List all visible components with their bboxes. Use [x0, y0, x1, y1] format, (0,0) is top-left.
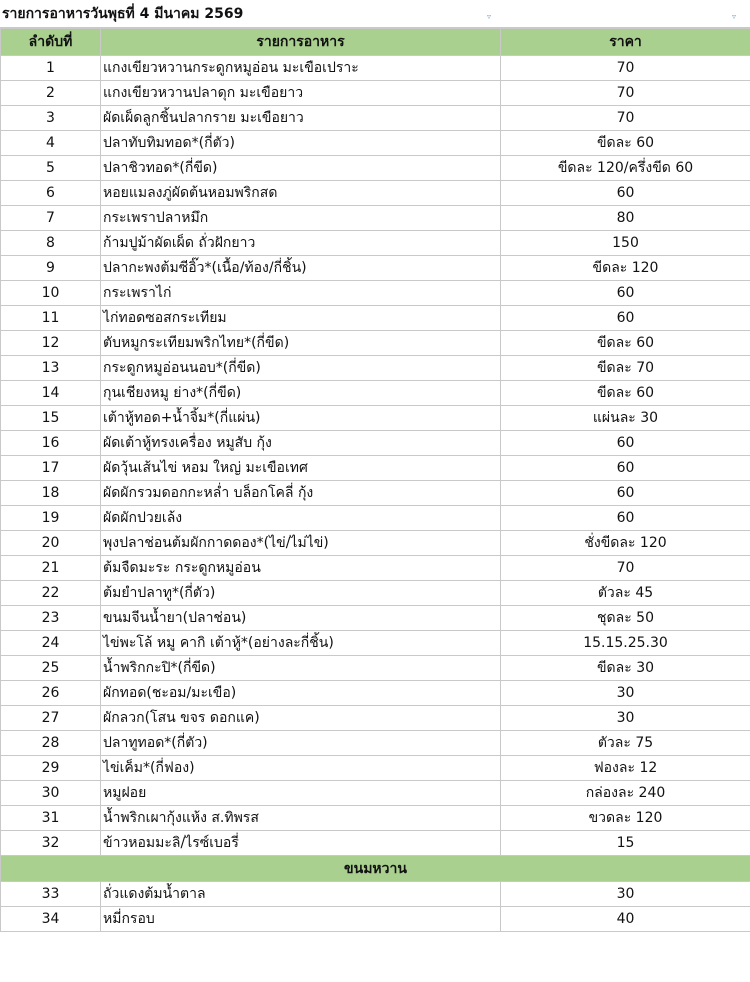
cell-price[interactable]: 15	[501, 831, 750, 856]
cell-name[interactable]: ต้มยำปลาทู*(กี่ตัว)	[101, 581, 501, 606]
cell-no[interactable]: 30	[1, 781, 101, 806]
table-row	[1, 706, 750, 731]
cell-no[interactable]: 18	[1, 481, 101, 506]
cell-name[interactable]: ปลากะพงต้มซีอิ๊ว*(เนื้อ/ท้อง/กี่ชิ้น)	[101, 256, 501, 281]
cell-name[interactable]: ผัดเต้าหู้ทรงเครื่อง หมูสับ กุ้ง	[101, 431, 501, 456]
cell-price[interactable]: 30	[501, 882, 750, 907]
cell-no[interactable]: 5	[1, 156, 101, 181]
cell-no[interactable]: 4	[1, 131, 101, 156]
cell-name[interactable]: ถั่วแดงต้มน้ำตาล	[101, 882, 501, 907]
cell-name[interactable]: ปลาทูทอด*(กี่ตัว)	[101, 731, 501, 756]
table-row	[1, 456, 750, 481]
table-row	[1, 206, 750, 231]
cell-name[interactable]: น้ำพริกกะปิ*(กี่ขีด)	[101, 656, 501, 681]
table-row	[1, 781, 750, 806]
cell-no[interactable]: 24	[1, 631, 101, 656]
table-row	[1, 56, 750, 81]
cell-price[interactable]: 60	[501, 481, 750, 506]
cell-no[interactable]: 1	[1, 56, 101, 81]
filter-dropdown-icon[interactable]: ▿	[487, 12, 492, 21]
cell-price[interactable]: 70	[501, 556, 750, 581]
menu-table	[0, 28, 750, 932]
cell-name[interactable]: ผัดผักรวมดอกกะหล่ำ บล็อกโคลี่ กุ้ง	[101, 481, 501, 506]
cell-price[interactable]: 60	[501, 456, 750, 481]
cell-name[interactable]: กุนเชียงหมู ย่าง*(กี่ขีด)	[101, 381, 501, 406]
table-row	[1, 882, 750, 907]
cell-no[interactable]: 15	[1, 406, 101, 431]
table-row	[1, 756, 750, 781]
cell-name[interactable]: ปลาทับทิมทอด*(กี่ตัว)	[101, 131, 501, 156]
cell-name[interactable]: ตับหมูกระเทียมพริกไทย*(กี่ขีด)	[101, 331, 501, 356]
cell-no[interactable]: 12	[1, 331, 101, 356]
table-row	[1, 156, 750, 181]
cell-name[interactable]: ก้ามปูม้าผัดเผ็ด ถั่วฝักยาว	[101, 231, 501, 256]
cell-no[interactable]: 29	[1, 756, 101, 781]
sheet-title: รายการอาหารวันพุธที่ 4 มีนาคม 2569	[2, 5, 244, 22]
cell-no[interactable]: 3	[1, 106, 101, 131]
cell-name[interactable]: ผัดผักปวยเล้ง	[101, 506, 501, 531]
table-row	[1, 681, 750, 706]
cell-name[interactable]: หมูฝอย	[101, 781, 501, 806]
table-row	[1, 131, 750, 156]
table-row	[1, 281, 750, 306]
cell-price[interactable]: ตัวละ 45	[501, 581, 750, 606]
cell-price[interactable]: 40	[501, 907, 750, 932]
cell-no[interactable]: 19	[1, 506, 101, 531]
cell-price[interactable]: ขีดละ 60	[501, 331, 750, 356]
table-row	[1, 331, 750, 356]
cell-name[interactable]: ต้มจืดมะระ กระดูกหมูอ่อน	[101, 556, 501, 581]
cell-no[interactable]: 31	[1, 806, 101, 831]
column-header-price[interactable]: ราคา	[501, 29, 750, 56]
cell-price[interactable]: 15.15.25.30	[501, 631, 750, 656]
cell-no[interactable]: 22	[1, 581, 101, 606]
cell-price[interactable]: 60	[501, 506, 750, 531]
table-row	[1, 631, 750, 656]
table-row	[1, 531, 750, 556]
cell-no[interactable]: 2	[1, 81, 101, 106]
cell-no[interactable]: 32	[1, 831, 101, 856]
cell-name[interactable]: หอยแมลงภู่ผัดต้นหอมพริกสด	[101, 181, 501, 206]
table-row	[1, 231, 750, 256]
cell-name[interactable]: ผักทอด(ชะอม/มะเขือ)	[101, 681, 501, 706]
cell-price[interactable]: 80	[501, 206, 750, 231]
cell-name[interactable]: กระเพราไก่	[101, 281, 501, 306]
cell-price[interactable]: ขีดละ 120	[501, 256, 750, 281]
cell-name[interactable]: ผักลวก(โสน ขจร ดอกแค)	[101, 706, 501, 731]
cell-price[interactable]: 70	[501, 56, 750, 81]
table-row	[1, 381, 750, 406]
table-row	[1, 606, 750, 631]
cell-price[interactable]: ตัวละ 75	[501, 731, 750, 756]
cell-no[interactable]: 28	[1, 731, 101, 756]
cell-no[interactable]: 33	[1, 882, 101, 907]
cell-name[interactable]: ไข่เค็ม*(กี่ฟอง)	[101, 756, 501, 781]
table-row	[1, 831, 750, 856]
cell-name[interactable]: ข้าวหอมมะลิ/ไรซ์เบอรี่	[101, 831, 501, 856]
cell-name[interactable]: ผัดเผ็ดลูกชิ้นปลากราย มะเขือยาว	[101, 106, 501, 131]
table-row	[1, 106, 750, 131]
cell-no[interactable]: 27	[1, 706, 101, 731]
table-row	[1, 581, 750, 606]
cell-no[interactable]: 13	[1, 356, 101, 381]
cell-price[interactable]: แผ่นละ 30	[501, 406, 750, 431]
cell-no[interactable]: 23	[1, 606, 101, 631]
cell-price[interactable]: ชั่งขีดละ 120	[501, 531, 750, 556]
table-row	[1, 806, 750, 831]
cell-price[interactable]: ขีดละ 70	[501, 356, 750, 381]
cell-name[interactable]: แกงเขียวหวานปลาดุก มะเขือยาว	[101, 81, 501, 106]
cell-no[interactable]: 10	[1, 281, 101, 306]
cell-no[interactable]: 8	[1, 231, 101, 256]
cell-price[interactable]: ขีดละ 30	[501, 656, 750, 681]
table-row	[1, 556, 750, 581]
cell-price[interactable]: กล่องละ 240	[501, 781, 750, 806]
cell-price[interactable]: 30	[501, 706, 750, 731]
cell-no[interactable]: 20	[1, 531, 101, 556]
cell-price[interactable]: 60	[501, 181, 750, 206]
cell-no[interactable]: 14	[1, 381, 101, 406]
table-row	[1, 431, 750, 456]
table-row	[1, 506, 750, 531]
cell-price[interactable]: ขวดละ 120	[501, 806, 750, 831]
cell-no[interactable]: 25	[1, 656, 101, 681]
cell-price[interactable]: ขีดละ 120/ครึ่งขีด 60	[501, 156, 750, 181]
cell-name[interactable]: ผัดวุ้นเส้นไข่ หอม ใหญ่ มะเขือเทศ	[101, 456, 501, 481]
cell-price[interactable]: 150	[501, 231, 750, 256]
table-row	[1, 256, 750, 281]
cell-no[interactable]: 21	[1, 556, 101, 581]
cell-name[interactable]: กระดูกหมูอ่อนนอบ*(กี่ขีด)	[101, 356, 501, 381]
cell-name[interactable]: หมี่กรอบ	[101, 907, 501, 932]
cell-name[interactable]: เต้าหู้ทอด+น้ำจิ้ม*(กี่แผ่น)	[101, 406, 501, 431]
cell-no[interactable]: 26	[1, 681, 101, 706]
cell-price[interactable]: 70	[501, 81, 750, 106]
cell-price[interactable]: ขีดละ 60	[501, 381, 750, 406]
cell-name[interactable]: กระเพราปลาหมึก	[101, 206, 501, 231]
column-header-no[interactable]: ลำดับที่	[1, 29, 101, 56]
cell-no[interactable]: 11	[1, 306, 101, 331]
filter-dropdown-icon[interactable]: ▿	[732, 12, 737, 21]
table-row	[1, 481, 750, 506]
table-row	[1, 181, 750, 206]
cell-price[interactable]: ขีดละ 60	[501, 131, 750, 156]
cell-price[interactable]: 70	[501, 106, 750, 131]
cell-price[interactable]: 30	[501, 681, 750, 706]
table-row	[1, 406, 750, 431]
cell-name[interactable]: น้ำพริกเผากุ้งแห้ง ส.ทิพรส	[101, 806, 501, 831]
cell-no[interactable]: 34	[1, 907, 101, 932]
table-row	[1, 731, 750, 756]
cell-price[interactable]: ฟองละ 12	[501, 756, 750, 781]
cell-no[interactable]: 7	[1, 206, 101, 231]
table-row	[1, 81, 750, 106]
cell-price[interactable]: 60	[501, 281, 750, 306]
header-row	[1, 29, 750, 56]
cell-no[interactable]: 9	[1, 256, 101, 281]
cell-price[interactable]: 60	[501, 431, 750, 456]
cell-no[interactable]: 16	[1, 431, 101, 456]
cell-price[interactable]: 60	[501, 306, 750, 331]
cell-price[interactable]: ชุดละ 50	[501, 606, 750, 631]
cell-name[interactable]: ขนมจีนน้ำยา(ปลาช่อน)	[101, 606, 501, 631]
cell-no[interactable]: 17	[1, 456, 101, 481]
column-header-name[interactable]: รายการอาหาร	[101, 29, 501, 56]
table-row	[1, 656, 750, 681]
title-row	[0, 0, 750, 28]
cell-name[interactable]: แกงเขียวหวานกระดูกหมูอ่อน มะเขือเปราะ	[101, 56, 501, 81]
cell-name[interactable]: พุงปลาช่อนต้มผักกาดดอง*(ไข่/ไม่ไข่)	[101, 531, 501, 556]
cell-name[interactable]: ไก่ทอดซอสกระเทียม	[101, 306, 501, 331]
section-header-dessert[interactable]: ขนมหวาน	[1, 856, 750, 882]
cell-name[interactable]: ไข่พะโล้ หมู คากิ เต้าหู้*(อย่างละกี่ชิ้น)	[101, 631, 501, 656]
table-row	[1, 306, 750, 331]
cell-no[interactable]: 6	[1, 181, 101, 206]
table-row	[1, 356, 750, 381]
table-row	[1, 907, 750, 932]
section-row	[1, 856, 750, 882]
cell-name[interactable]: ปลาชิวทอด*(กี่ขีด)	[101, 156, 501, 181]
